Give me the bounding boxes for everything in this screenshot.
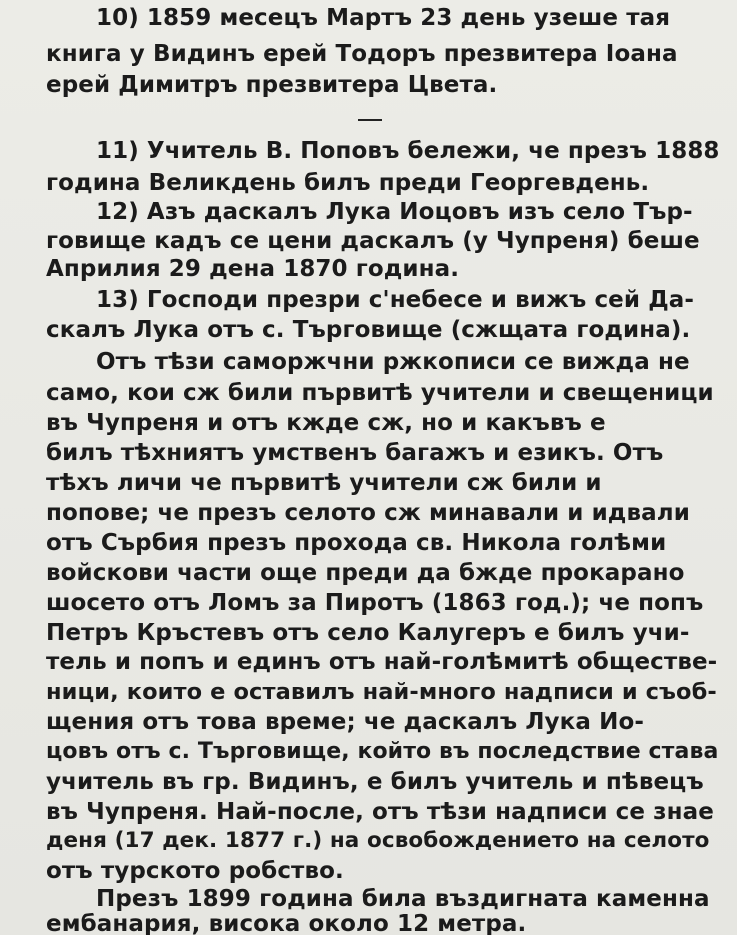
text-line: билъ тѣхниятъ умственъ багажъ и езикъ. Отъ	[46, 440, 664, 466]
text-line: учитель въ гр. Видинъ, е билъ учитель и пѣвецъ	[46, 769, 704, 795]
text-line: 10) 1859 месецъ Мартъ 23 день узеше тая	[96, 5, 671, 31]
text-line: Презъ 1899 година била въздигната каменна	[96, 886, 710, 912]
separator-dash	[358, 119, 382, 121]
text-line: Отъ тѣзи саморжчни ржкописи се вижда не	[96, 349, 690, 375]
text-line: ници, които е оставилъ най-много надписи и съоб-	[46, 679, 717, 705]
text-line: 12) Азъ даскалъ Лука Иоцовъ изъ село Тър-	[96, 199, 693, 225]
text-line: 13) Господи презри с'небесе и вижъ сей Да-	[96, 287, 695, 313]
text-line: тѣхъ личи че първитѣ учители сж били и	[46, 470, 602, 496]
text-line: щения отъ това време; че даскалъ Лука Ио-	[46, 709, 644, 735]
text-line: 11) Учитель В. Поповъ бележи, че презъ 1888	[96, 138, 720, 164]
text-line: цовъ отъ с. Търговище, който въ последствие става	[46, 739, 719, 764]
text-line: книга у Видинъ ерей Тодоръ презвитера Іоана	[46, 41, 678, 67]
text-line: ембанария, висока около 12 метра.	[46, 911, 527, 935]
text-line: въ Чупреня. Най-после, отъ тѣзи надписи се знае	[46, 799, 714, 825]
text-line: въ Чупреня и отъ кжде сж, но и какъвъ е	[46, 410, 606, 436]
text-line: деня (17 дек. 1877 г.) на освобождението на селото	[46, 828, 710, 853]
text-line: шосето отъ Ломъ за Пиротъ (1863 год.); че попъ	[46, 590, 704, 616]
text-line: Априлия 29 дена 1870 година.	[46, 256, 460, 282]
text-line: отъ Сърбия презъ прохода св. Никола голѣми	[46, 530, 667, 556]
text-line: тель и попъ и единъ отъ най-голѣмитѣ обществе-	[46, 649, 718, 675]
text-line: ерей Димитръ презвитера Цвета.	[46, 72, 498, 98]
text-line: говище кадъ се цени даскалъ (у Чупреня) беше	[46, 228, 700, 254]
text-line: войскови части още преди да бжде прокарано	[46, 560, 685, 586]
text-line: попове; че презъ селото сж минавали и идвали	[46, 500, 690, 526]
text-line: скалъ Лука отъ с. Търговище (сжщата година).	[46, 317, 691, 343]
text-line: година Великдень билъ преди Георгевдень.	[46, 170, 650, 196]
text-line: Петръ Кръстевъ отъ село Калугеръ е билъ учи-	[46, 620, 690, 646]
text-line: отъ турското робство.	[46, 858, 344, 884]
text-line: само, кои сж били първитѣ учители и свещеници	[46, 380, 714, 406]
